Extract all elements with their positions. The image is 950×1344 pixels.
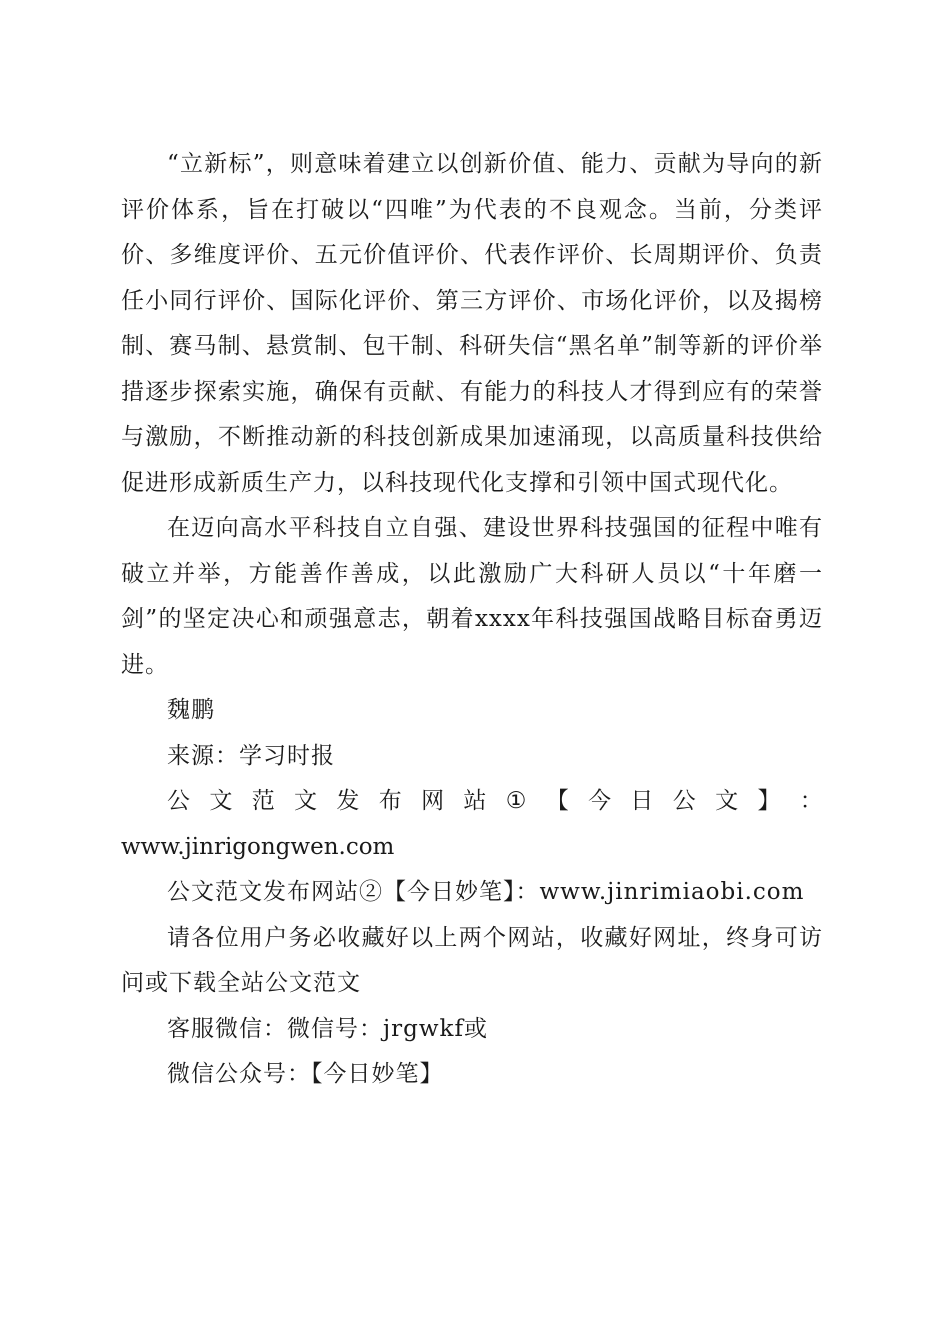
customer-service-line: 客服微信：微信号：jrgwkf或 (167, 1015, 488, 1042)
site1-char: 今 (588, 788, 612, 814)
paragraph-conclusion: 在迈向高水平科技自立自强、建设世界科技强国的征程中唯有破立并举，方能善作善成，以此激励广大科研人员以“十年磨一剑”的坚定决心和顽强意志，朝着xxxx年科技强国战略目标奋勇迈进。 (121, 515, 823, 678)
site1-char: ① (505, 788, 527, 814)
site2-line: 公文范文发布网站②【今日妙笔】：www.jinrimiaobi.com (167, 879, 805, 905)
site1-char: 】 (757, 788, 781, 814)
site1-char: 网 (421, 788, 445, 814)
site1-char: 发 (336, 788, 360, 814)
site1-char: 文 (715, 788, 739, 814)
site1-char: 布 (378, 788, 402, 814)
source-line: 来源：学习时报 (167, 742, 335, 769)
site1-char: ： (799, 788, 823, 814)
site1-char: 文 (294, 788, 318, 814)
paragraph-new-standards: “立新标”，则意味着建立以创新价值、能力、贡献为导向的新评价体系，旨在打破以“四唯”为代表的不良观念。当前，分类评价、多维度评价、五元价值评价、代表作评价、长周期评价、负责任小同行评价、国际化评价、第三方评价、市场化评价，以及揭榜制、赛马制、悬赏制、包干制、科研失信“黑名单”制等新的评价举措逐步探索实施，确保有贡献、有能力的科技人才得到应有的荣誉与激励，不断推动新的科技创新成果加速涌现，以高质量科技供给促进形成新质生产力，以科技现代化支撑和引领中国式现代化。 (121, 151, 823, 496)
site1-char: 【 (545, 788, 569, 814)
site1-url: www.jinrigongwen.com (121, 833, 395, 860)
site1-char: 公 (672, 788, 696, 814)
document-page (121, 142, 823, 1098)
site1-char: 站 (463, 788, 487, 814)
notice-paragraph: 请各位用户务必收藏好以上两个网站，收藏好网址，终身可访问或下载全站公文范文 (121, 924, 823, 996)
site1-char: 文 (209, 788, 233, 814)
official-account-line: 微信公众号：【今日妙笔】 (167, 1061, 444, 1087)
site1-char: 公 (167, 788, 190, 814)
site1-char: 范 (251, 788, 275, 814)
author-name: 魏鹏 (167, 697, 215, 723)
site1-line (121, 779, 823, 825)
site1-char: 日 (630, 788, 654, 814)
